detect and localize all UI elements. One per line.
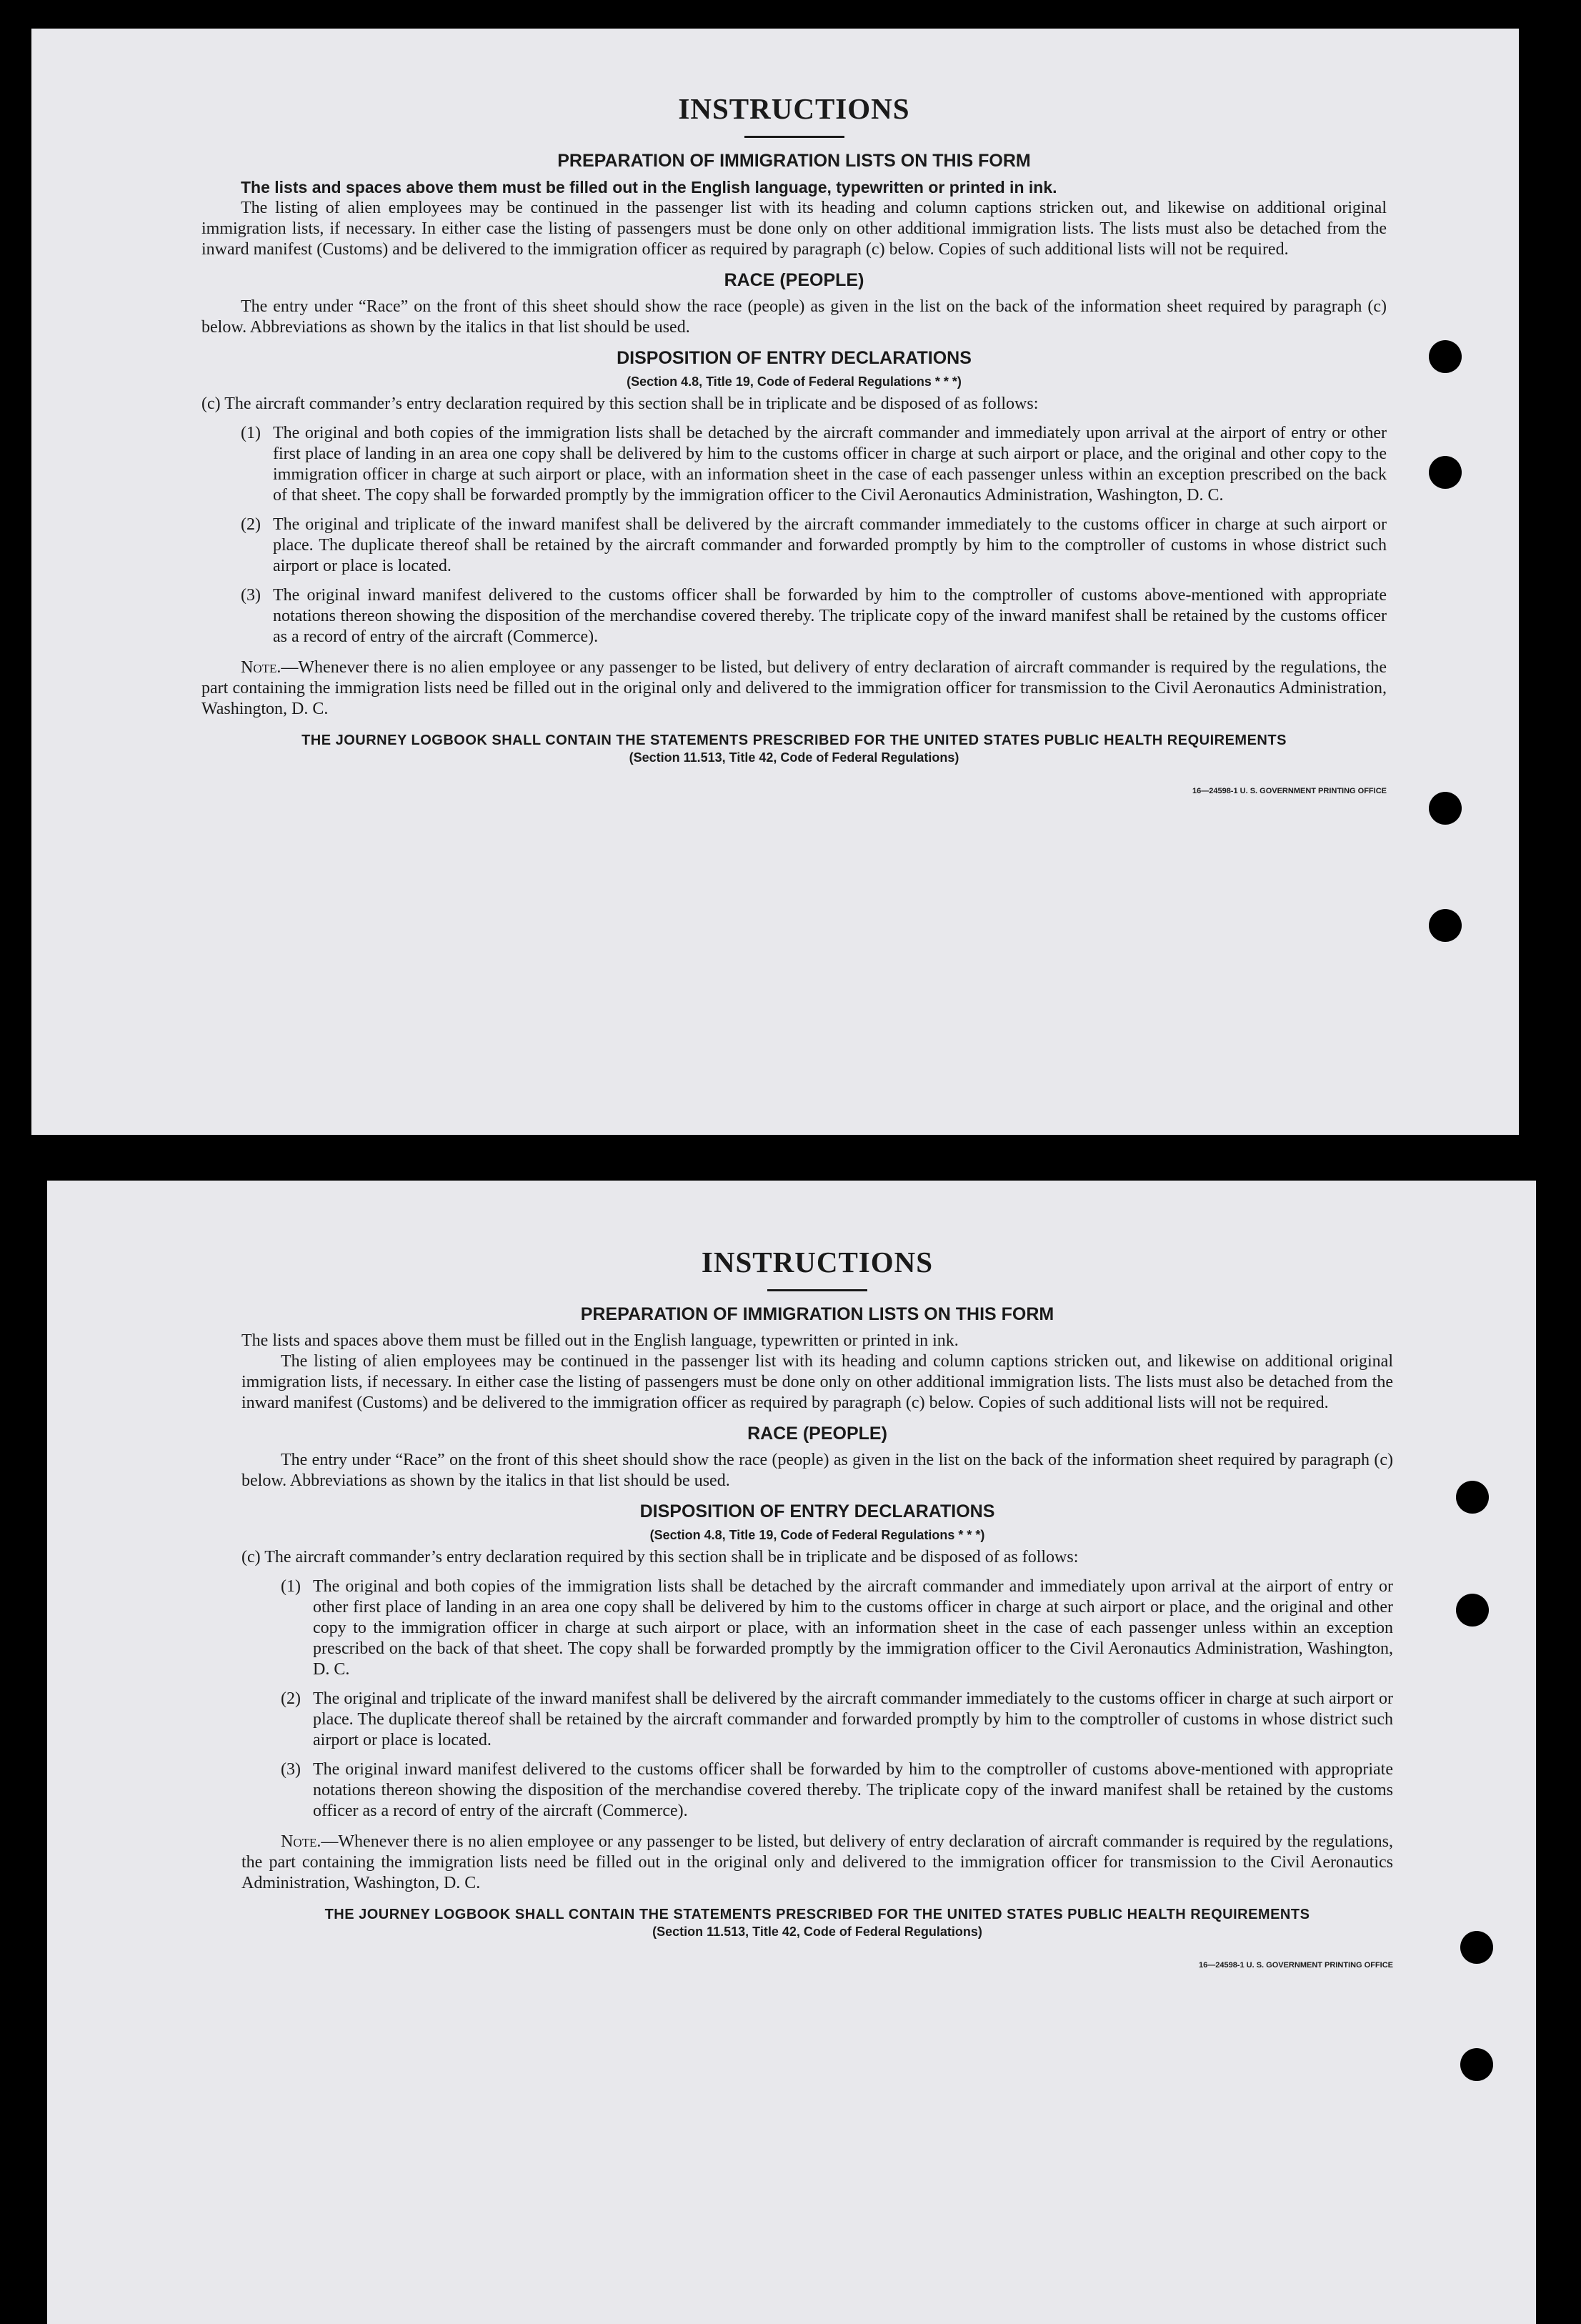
printer-imprint: 16—24598-1 U. S. GOVERNMENT PRINTING OFFICE	[1192, 787, 1387, 795]
section-heading-race: RACE (PEOPLE)	[724, 270, 864, 290]
paragraph-alien-employees: The listing of alien employees may be continued in the passenger list with its heading and column captions stricken out, and likewise on additional original immigration lists, if necessary. In either case the listing of passengers must be done only on other additional immigration lists. The lists must also be detached from the inward manifest (Customs) and be delivered to the immigration officer as required by paragraph (c) below. Copies of such additional lists will not be required.	[201, 199, 1387, 259]
paragraph-disposition-lead: (c) The aircraft commander’s entry declaration required by this section shall be in triplicate and be disposed of as follows:	[241, 1548, 1079, 1566]
paragraph-note	[201, 657, 1387, 720]
note-text: —Whenever there is no alien employee or any passenger to be listed, but delivery of entry declaration of aircraft commander is required by the regulations, the part containing the immigration lists need be filled out in the original only and delivered to the immigration officer for transmission to the Civil Aeronautics Administration, Washington, D. C.	[241, 1832, 1393, 1892]
punch-hole	[1460, 1931, 1493, 1964]
list-item-number: (2)	[281, 1689, 301, 1708]
list-item-number: (3)	[281, 1760, 301, 1779]
section-citation: (Section 4.8, Title 19, Code of Federal Regulations * * *)	[649, 1528, 985, 1542]
list-item	[281, 1576, 1393, 1680]
list-item-text: The original inward manifest delivered to the customs officer shall be forwarded by him to the comptroller of customs above-mentioned with appropriate notations thereon showing the disposition of the merchandise covered thereby. The triplicate copy of the inward manifest shall be retained by the customs officer as a record of entry of the aircraft (Commerce).	[313, 1760, 1393, 1820]
list-item	[241, 515, 1387, 577]
punch-hole	[1460, 2048, 1493, 2081]
page-title: INSTRUCTIONS	[701, 1246, 934, 1278]
paragraph-disposition-lead: (c) The aircraft commander’s entry declaration required by this section shall be in triplicate and be disposed of as follows:	[201, 394, 1039, 413]
punch-hole	[1429, 340, 1462, 373]
paragraph-note	[241, 1832, 1393, 1894]
list-item-text: The original inward manifest delivered to the customs officer shall be forwarded by him to the comptroller of customs above-mentioned with appropriate notations thereon showing the disposition of the merchandise covered thereby. The triplicate copy of the inward manifest shall be retained by the customs officer as a record of entry of the aircraft (Commerce).	[273, 586, 1387, 646]
document-sheet-1	[31, 29, 1519, 1135]
paragraph-alien-employees: The listing of alien employees may be continued in the passenger list with its heading and column captions stricken out, and likewise on additional original immigration lists, if necessary. In either case the listing of passengers must be done only on other additional immigration lists. The lists must also be detached from the inward manifest (Customs) and be delivered to the immigration officer as required by paragraph (c) below. Copies of such additional lists will not be required.	[241, 1352, 1393, 1412]
section-heading-disposition: DISPOSITION OF ENTRY DECLARATIONS	[617, 348, 972, 368]
list-item	[281, 1759, 1393, 1822]
section-heading-preparation: PREPARATION OF IMMIGRATION LISTS ON THIS FORM	[580, 1304, 1054, 1324]
list-item-number: (2)	[241, 515, 261, 534]
footer-heading: THE JOURNEY LOGBOOK SHALL CONTAIN THE STATEMENTS PRESCRIBED FOR THE UNITED STATES PUBLIC HEALTH REQUIREMENTS	[324, 1907, 1310, 1922]
list-item-number: (1)	[241, 424, 261, 442]
sheet-content	[31, 91, 1519, 795]
footer-heading: THE JOURNEY LOGBOOK SHALL CONTAIN THE STATEMENTS PRESCRIBED FOR THE UNITED STATES PUBLIC HEALTH REQUIREMENTS	[301, 733, 1287, 748]
punch-hole	[1456, 1594, 1489, 1627]
paragraph-lists-intro: The lists and spaces above them must be filled out in the English language, typewritten or printed in ink.	[241, 178, 1057, 197]
sheet-content	[47, 1245, 1536, 1970]
paragraph-race: The entry under “Race” on the front of this sheet should show the race (people) as given in the list on the back of the information sheet required by paragraph (c) below. Abbreviations as shown by the italics in that list should be used.	[201, 297, 1387, 337]
footer-citation: (Section 11.513, Title 42, Code of Federal Regulations)	[652, 1925, 982, 1939]
section-heading-preparation: PREPARATION OF IMMIGRATION LISTS ON THIS FORM	[557, 151, 1031, 171]
list-item-number: (1)	[281, 1577, 301, 1596]
printer-imprint: 16—24598-1 U. S. GOVERNMENT PRINTING OFFICE	[1198, 1961, 1393, 1970]
section-citation: (Section 4.8, Title 19, Code of Federal Regulations * * *)	[627, 374, 962, 389]
page-title: INSTRUCTIONS	[678, 92, 910, 125]
title-rule	[744, 136, 844, 138]
list-item-number: (3)	[241, 586, 261, 605]
list-item-text: The original and triplicate of the inward manifest shall be delivered by the aircraft commander immediately to the customs officer in charge at such airport or place. The duplicate thereof shall be retained by the aircraft commander and forwarded promptly by him to the comptroller of customs in whose district such airport or place is located.	[273, 515, 1387, 575]
note-label: Note.	[281, 1832, 321, 1851]
list-item-text: The original and both copies of the immigration lists shall be detached by the aircraft commander and immediately upon arrival at the airport of entry or other first place of landing in an area one copy shall be delivered by him to the customs officer in charge at such airport or place, and the original and other copy to the immigration officer in charge at such airport or place, with an information sheet in the case of each passenger unless within an exception prescribed on the back of that sheet. The copy shall be forwarded promptly by the immigration officer to the Civil Aeronautics Administration, Washington, D. C.	[313, 1577, 1393, 1679]
paragraph-race: The entry under “Race” on the front of this sheet should show the race (people) as given in the list on the back of the information sheet required by paragraph (c) below. Abbreviations as shown by the italics in that list should be used.	[241, 1451, 1393, 1490]
section-heading-disposition: DISPOSITION OF ENTRY DECLARATIONS	[639, 1501, 995, 1521]
punch-hole	[1429, 909, 1462, 942]
section-heading-race: RACE (PEOPLE)	[747, 1424, 887, 1444]
title-rule	[767, 1289, 867, 1291]
punch-hole	[1456, 1481, 1489, 1514]
list-item	[241, 423, 1387, 506]
list-item	[241, 585, 1387, 647]
list-item-text: The original and triplicate of the inward manifest shall be delivered by the aircraft commander immediately to the customs officer in charge at such airport or place. The duplicate thereof shall be retained by the aircraft commander and forwarded promptly by him to the comptroller of customs in whose district such airport or place is located.	[313, 1689, 1393, 1749]
punch-hole	[1429, 456, 1462, 489]
list-item	[281, 1689, 1393, 1751]
footer-citation: (Section 11.513, Title 42, Code of Federal Regulations)	[629, 750, 959, 765]
paragraph-lists-intro: The lists and spaces above them must be filled out in the English language, typewritten or printed in ink.	[241, 1331, 959, 1350]
list-item-text: The original and both copies of the immigration lists shall be detached by the aircraft commander and immediately upon arrival at the airport of entry or other first place of landing in an area one copy shall be delivered by him to the customs officer in charge at such airport or place, and the original and other copy to the immigration officer in charge at such airport or place, with an information sheet in the case of each passenger unless within an exception prescribed on the back of that sheet. The copy shall be forwarded promptly by the immigration officer to the Civil Aeronautics Administration, Washington, D. C.	[273, 424, 1387, 505]
note-text: —Whenever there is no alien employee or any passenger to be listed, but delivery of entry declaration of aircraft commander is required by the regulations, the part containing the immigration lists need be filled out in the original only and delivered to the immigration officer for transmission to the Civil Aeronautics Administration, Washington, D. C.	[201, 658, 1387, 718]
punch-hole	[1429, 792, 1462, 825]
document-sheet-2	[47, 1181, 1536, 2324]
note-label: Note.	[241, 658, 281, 677]
